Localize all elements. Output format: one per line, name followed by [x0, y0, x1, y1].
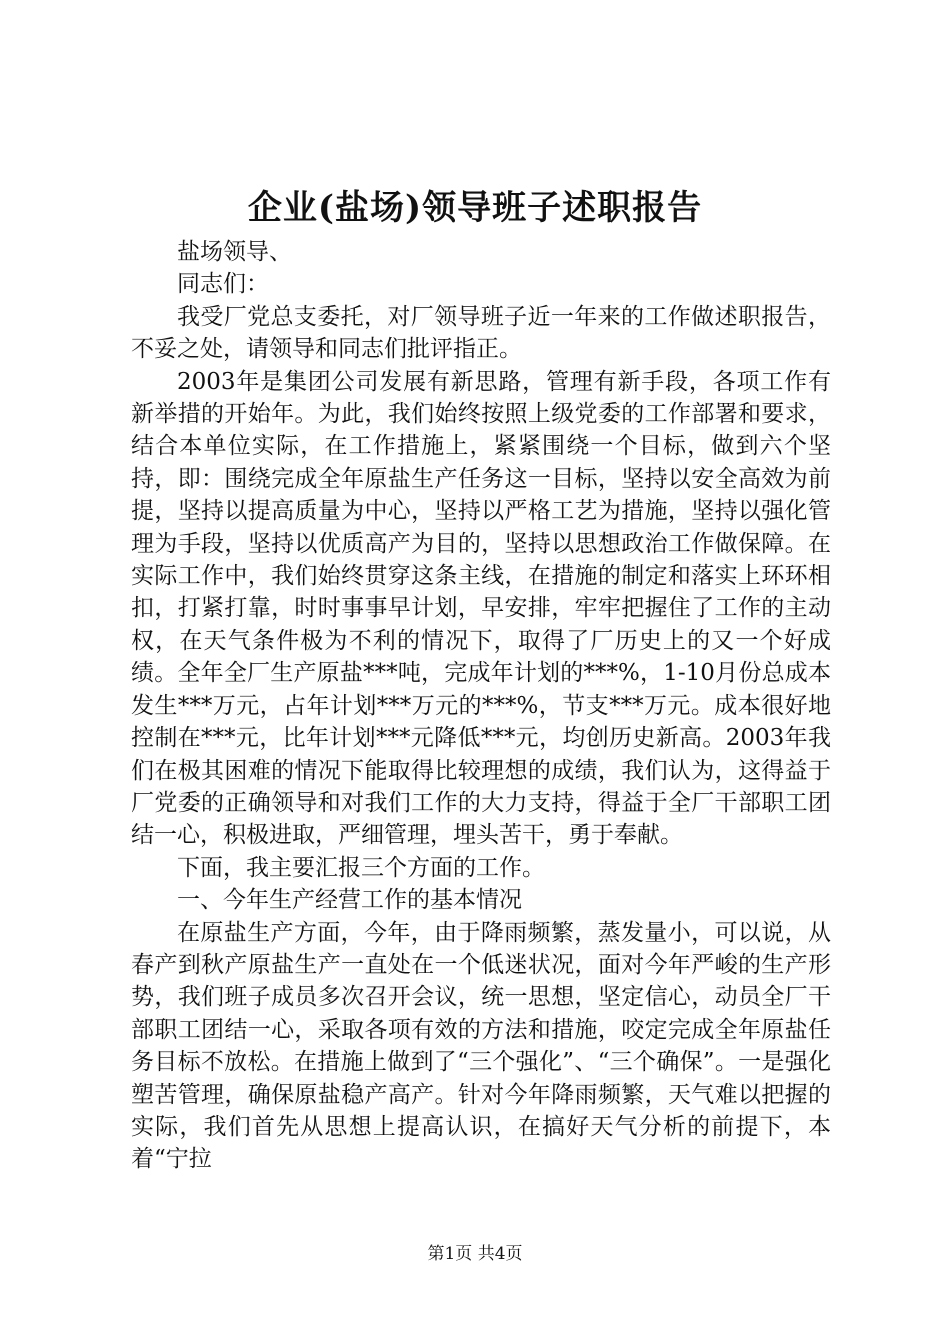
salutation-line-1: 盐场领导、 [177, 239, 292, 265]
page-footer: 第1页 共4页 [427, 1244, 523, 1264]
intro-paragraph: 我受厂党总支委托，对厂领导班子近一年来的工作做述职报告，不妥之处，请领导和同志们批评指正。 [131, 303, 831, 363]
summary-paragraph: 2003年是集团公司发展有新思路，管理有新手段，各项工作有新举措的开始年。为此，我们始终按照上级党委的工作部署和要求，结合本单位实际，在工作措施上，紧紧围绕一个目标，做到六个坚持，即：围绕完成全年原盐生产任务这一目标，坚持以安全高效为前提，坚持以提高质量为中心，坚持以严格工艺为措施，坚持以强化管理为手段，坚持以优质高产为目的，坚持以思想政治工作做保障。在实际工作中，我们始终贯穿这条主线，在措施的制定和落实上环环相扣，打紧打靠，时时事事早计划，早安排，牢牢把握住了工作的主动权，在天气条件极为不利的情况下，取得了厂历史上的又一个好成绩。全年全厂生产原盐***吨，完成年计划的***%，1-10月份总成本发生***万元，占年计划***万元的***%，节支***万元。成本很好地控制在***元，比年计划***元降低***元，均创历史新高。2003年我们在极其困难的情况下能取得比较理想的成绩，我们认为，这得益于厂党委的正确领导和对我们工作的大力支持，得益于全厂干部职工团结一心，积极进取，严细管理，埋头苦干，勇于奉献。 [131, 368, 831, 849]
section-heading: 一、今年生产经营工作的基本情况 [177, 887, 522, 914]
document-title: 企业(盐场)领导班子述职报告 [247, 188, 703, 228]
transition-paragraph: 下面，我主要汇报三个方面的工作。 [177, 854, 545, 881]
salutation-line-2: 同志们： [177, 271, 269, 298]
production-paragraph: 在原盐生产方面，今年，由于降雨频繁，蒸发量小，可以说，从春产到秋产原盐生产一直处在一个低迷状况，面对今年严峻的生产形势，我们班子成员多次召开会议，统一思想，坚定信心，动员全厂干部职工团结一心，采取各项有效的方法和措施，咬定完成全年原盐任务目标不放松。在措施上做到了“三个强化”、“三个确保”。一是强化塑苦管理，确保原盐稳产高产。针对今年降雨频繁，天气难以把握的实际，我们首先从思想上提高认识，在搞好天气分析的前提下，本着“宁拉 [131, 919, 831, 1173]
document-body [131, 236, 831, 1176]
